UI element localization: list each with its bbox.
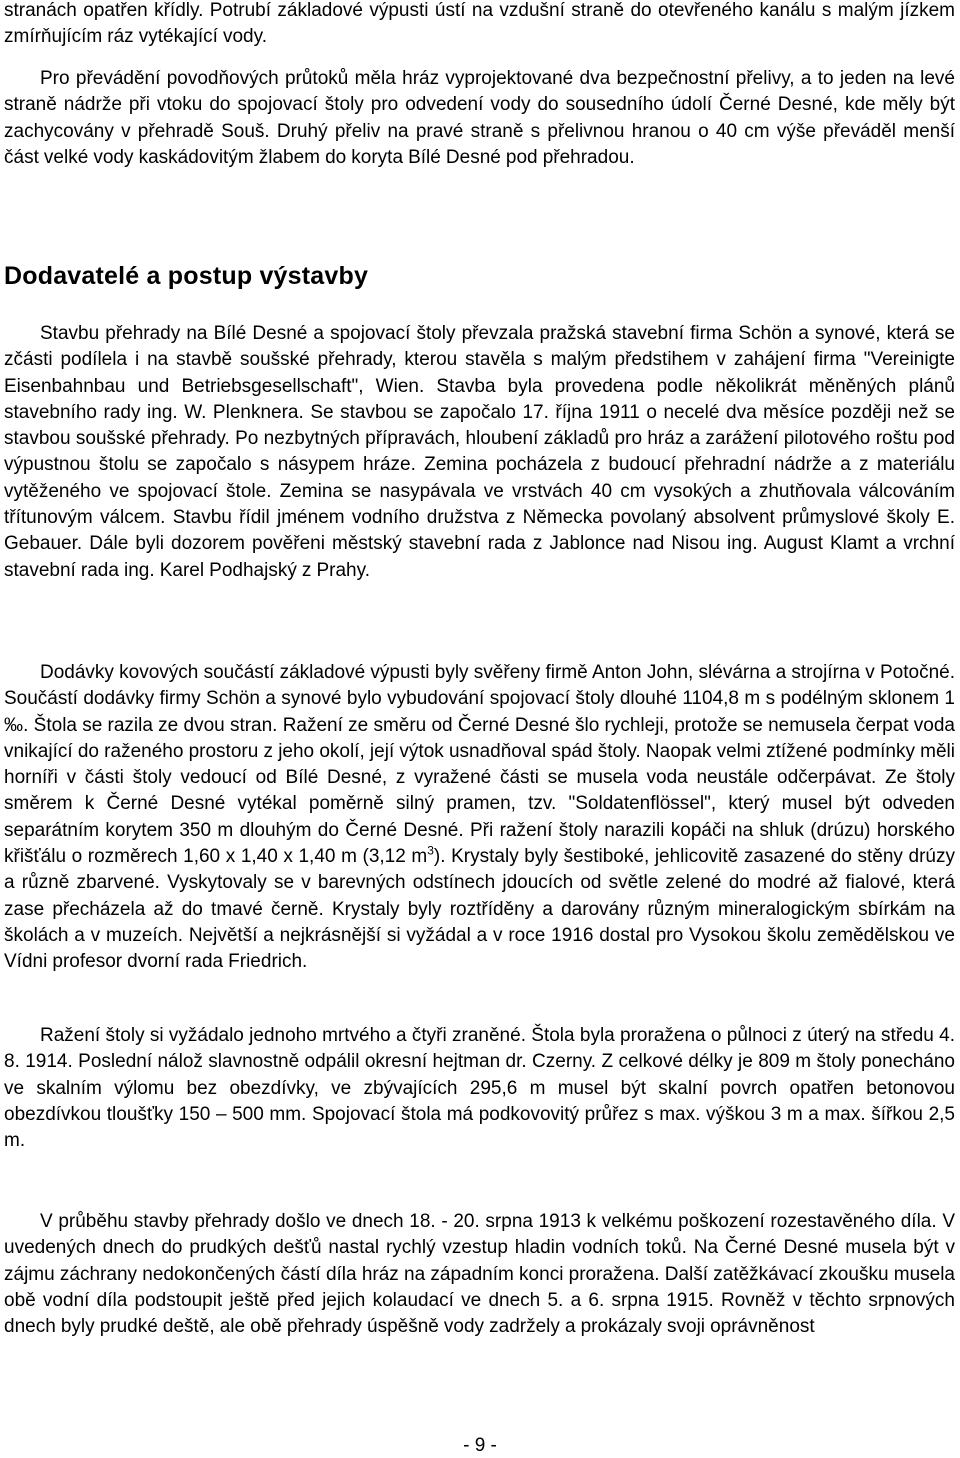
- paragraph-contractors: Stavbu přehrady na Bílé Desné a spojovací štoly převzala pražská stavební firma Schön a synové, která se zčásti podílela i na stavbě soušské přehrady, kterou stavěla s malým předstihem v zahájení firma "Vereinigte Eisenbahnbau und Betriebsgesellschaft", Wien. Stavba byla provedena podle několikrát měněných plánů stavebního rady ing. W. Plenknera. Se stavbou se započalo 17. října 1911 o necelé dva měsíce později než se stavbou soušské přehrady. Po nezbytných přípravách, hloubení základů pro hráz a zarážení pilotového roštu pod výpustnou štolu se započalo s násypem hráze. Zemina pocházela z budoucí přehradní nádrže a z materiálu vytěženého ve spojovací štole. Zemina se nasypávala ve vrstvách 40 cm vysokých a zhutňovala válcováním třítunovým válcem. Stavbu řídil jménem vodního družstva z Německa povolaný absolvent průmyslové školy E. Gebauer. Dále byli dozorem pověřeni městský stavební rada z Jablonce nad Nisou ing. August Klamt a vrchní stavební rada ing. Karel Podhajský z Prahy.: [4, 323, 955, 581]
- paragraph-outlet-description: stranách opatřen křídly. Potrubí základové výpusti ústí na vzdušní straně do otevřeného kanálu s malým jízkem zmírňujícím ráz vytékající vody.: [4, 0, 955, 48]
- cubic-superscript: 3: [427, 843, 434, 858]
- paragraph-tunnel-breakthrough: Ražení štoly si vyžádalo jednoho mrtvého a čtyři zraněné. Štola byla proražena o půlnoci z úterý na středu 4. 8. 1914. Poslední nálož slavnostně odpálil okresní hejtman dr. Czerny. Z celkové délky je 809 m štoly ponecháno ve skalním výlomu bez obezdívky, ve zbývajících 295,6 m musel být skalní povrch opatřen betonovou obezdívkou tloušťky 150 – 500 mm. Spojovací štola má podkovovitý průřez s max. výškou 3 m a max. šířkou 2,5 m.: [4, 1025, 955, 1152]
- page-number: - 9 -: [463, 1435, 497, 1456]
- paragraph-deliveries-tunnel: [4, 660, 955, 976]
- paragraph-spillways: Pro převádění povodňových průtoků měla hráz vyprojektované dva bezpečnostní přelivy, a to jeden na levé straně nádrže při vtoku do spojovací štoly pro odvedení vody do sousedního údolí Černé Desné, kde měly být zachycovány v přehradě Souš. Druhý přeliv na pravé straně s přelivnou hranou o 40 cm výše převáděl menší část velké vody kaskádovitým žlabem do koryta Bílé Desné pod přehradou.: [4, 68, 955, 168]
- paragraph-deliveries-tail-text: ). Krystaly byly šestiboké, jehlicovitě zasazené do stěny drúzy a různě zbarvené. Vyskytovaly se v barevných odstínech jdoucích od světle zelené do modré až fialové, která zase přecházela až do tmavé černě. Krystaly byly roztříděny a darovány různým mineralogickým sbírkám na školách a v muzeích. Největší a nejkrásnější si vyžádal a v roce 1916 dostal pro Vysokou školu zemědělskou ve Vídni profesor dvorní rada Friedrich.: [4, 846, 955, 973]
- section-heading-contractors: Dodavatelé a postup výstavby: [4, 262, 369, 290]
- paragraph-deliveries-main-text: Dodávky kovových součástí základové výpusti byly svěřeny firmě Anton John, slévárna a strojírna v Potočné. Součástí dodávky firmy Schön a synové bylo vybudování spojovací štoly dlouhé 1104,8 m s podélným sklonem 1 ‰. Štola se razila ze dvou stran. Ražení ze směru od Černé Desné šlo rychleji, protože se nemusela čerpat voda vnikající do raženého prostoru z jeho okolí, její výtok usnadňoval spád štoly. Naopak velmi ztížené podmínky měli horníři v části štoly vedoucí od Bílé Desné, z vyražené části se musela voda neustále odčerpávat. Ze štoly směrem k Černé Desné vytékal poměrně silný pramen, tzv. "Soldatenflössel", který musel být odveden separátním korytem 350 m dlouhým do Černé Desné. Při ražení štoly narazili kopáči na shluk (drúzu) horského křišťálu o rozměrech 1,60 x 1,40 x 1,40 m (3,12 m: [4, 662, 955, 868]
- paragraph-flood-damage: V průběhu stavby přehrady došlo ve dnech 18. - 20. srpna 1913 k velkému poškození rozestavěného díla. V uvedených dnech do prudkých dešťů nastal rychlý vzestup hladin vodních toků. Na Černé Desné musela být v zájmu záchrany nedokončených částí díla hráz na západním konci proražena. Další zatěžkávací zkoušku musela obě vodní díla podstoupit ještě před jejich kolaudací ve dnech 5. a 6. srpna 1915. Rovněž v těchto srpnových dnech byly prudké deště, ale obě přehrady úspěšně vody zadržely a prokázaly svoji oprávněnost: [4, 1211, 955, 1338]
